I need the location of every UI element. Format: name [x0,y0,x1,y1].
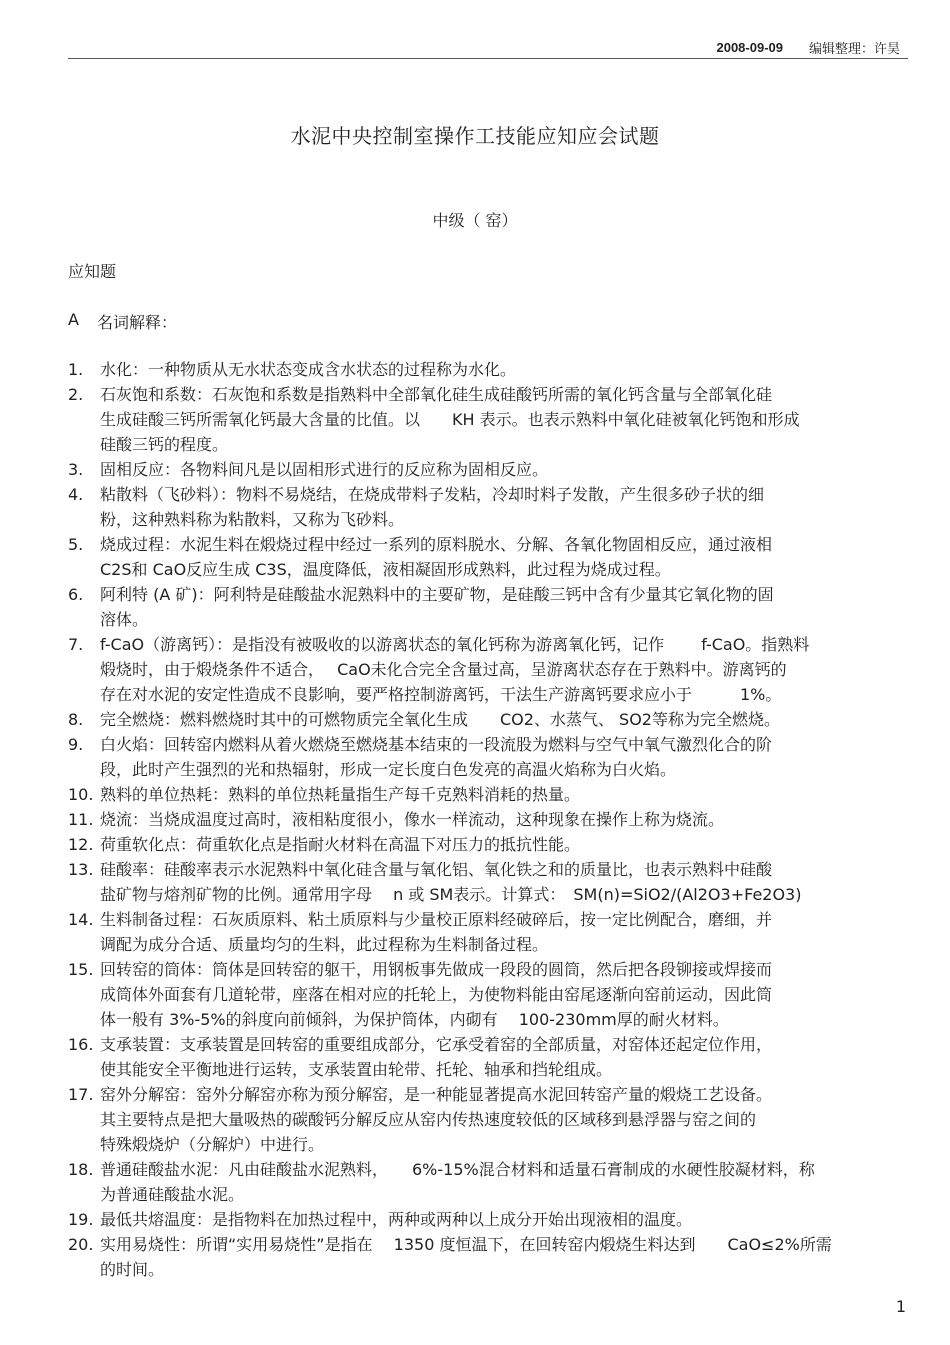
group-label: 名词解释： [96,313,177,332]
list-item [68,532,913,582]
list-item [68,732,913,782]
list-item-number: 3. [68,460,84,479]
page-number: 1 [895,1297,906,1316]
list-item [68,457,913,482]
section-heading: 应知题 [68,262,117,281]
list-item-number: 10. [68,785,94,804]
list-item [68,782,913,807]
page-header [716,36,900,58]
list-item-number: 15. [68,960,94,979]
group-letter: A [68,310,79,329]
list-item-text: 荷重软化点：荷重软化点是指耐火材料在高温下对压力的抵抗性能。 [100,835,581,854]
list-item-text: 最低共熔温度：是指物料在加热过程中，两种或两种以上成分开始出现液相的温度。 [100,1210,693,1229]
list-item-text: 实用易烧性：所谓“实用易烧性”是指在 1350 度恒温下，在回转窑内煅烧生料达到 CaO≤2%所需 的时间。 [100,1235,832,1279]
list-item [68,957,913,1032]
list-item-text: 水化：一种物质从无水状态变成含水状态的过程称为水化。 [100,360,517,379]
list-item [68,907,913,957]
list-item [68,707,913,732]
list-item-text: 回转窑的筒体：筒体是回转窑的躯干，用钢板事先做成一段段的圆筒，然后把各段铆接或焊接而 成筒体外面套有几道轮带，座落在相对应的托轮上，为使物料能由窑尾逐渐向窑前运动，因此筒 体一般有 3%-5%的斜度向前倾斜，为保护筒体，内砌有 100-230mm厚的耐火材料。 [100,960,773,1029]
header-editor: 编辑整理：许昊 [808,41,900,57]
list-item-number: 5. [68,535,84,554]
list-item-text: 支承装置：支承装置是回转窑的重要组成部分，它承受着窑的全部质量，对窑体还起定位作用， 使其能安全平衡地进行运转，支承装置由轮带、托轮、轴承和挡轮组成。 [100,1035,773,1079]
list-item-number: 19. [68,1210,94,1229]
header-date: 2008-09-09 [716,39,783,55]
list-item [68,482,913,532]
list-item [68,357,913,382]
list-item-text: 石灰饱和系数：石灰饱和系数是指熟料中全部氧化硅生成硅酸钙所需的氧化钙含量与全部氧化硅 生成硅酸三钙所需氧化钙最大含量的比值。以 KH 表示。也表示熟料中氧化硅被氧化钙饱和形成 硅酸三钙的程度。 [100,385,800,454]
list-item [68,857,913,907]
list-item [68,632,913,707]
list-item-number: 1. [68,360,84,379]
list-item-text: 烧流：当烧成温度过高时，液相粘度很小，像水一样流动，这种现象在操作上称为烧流。 [100,810,725,829]
list-item-text: 硅酸率：硅酸率表示水泥熟料中氧化硅含量与氧化铝、氧化铁之和的质量比，也表示熟料中硅酸 盐矿物与熔剂矿物的比例。通常用字母 n 或 SM表示。计算式： SM(n)=SiO2/(Al2O3+Fe2O3) [100,860,802,904]
list-item-number: 4. [68,485,84,504]
list-item [68,382,913,457]
document-title: 水泥中央控制室操作工技能应知应会试题 [290,124,660,148]
list-item-text: 阿利特 (A 矿)：阿利特是硅酸盐水泥熟料中的主要矿物，是硅酸三钙中含有少量其它氧化物的固 溶体。 [100,585,774,629]
list-item-text: f-CaO（游离钙）：是指没有被吸收的以游离状态的氧化钙称为游离氧化钙，记作 f-CaO。指熟料 煅烧时，由于煅烧条件不适合， CaO未化合完全含量过高，呈游离状态存在于熟料中。游离钙的 存在对水泥的安定性造成不良影响，要严格控制游离钙，干法生产游离钙要求应小于 1%。 [100,635,810,704]
list-item-text: 生料制备过程：石灰质原料、粘土质原料与少量校正原料经破碎后，按一定比例配合，磨细，并 调配为成分合适、质量均匀的生料，此过程称为生料制备过程。 [100,910,773,954]
list-item-text: 固相反应：各物料间凡是以固相形式进行的反应称为固相反应。 [100,460,549,479]
list-item [68,832,913,857]
list-item [68,1207,913,1232]
list-item-number: 20. [68,1235,94,1254]
term-list [68,357,913,1282]
document-subtitle: 中级（ 窑） [432,211,518,230]
list-item-text: 烧成过程：水泥生料在煅烧过程中经过一系列的原料脱水、分解、各氧化物固相反应，通过液相 C2S和 CaO反应生成 C3S，温度降低，液相凝固形成熟料，此过程为烧成过程。 [100,535,773,579]
group-heading [68,310,177,333]
list-item-text: 普通硅酸盐水泥：凡由硅酸盐水泥熟料， 6%-15%混合材料和适量石膏制成的水硬性胶凝材料，称 为普通硅酸盐水泥。 [100,1160,815,1204]
list-item-number: 12. [68,835,94,854]
list-item-number: 9. [68,735,84,754]
list-item-number: 11. [68,810,94,829]
list-item [68,1157,913,1207]
list-item-text: 白火焰：回转窑内燃料从着火燃烧至燃烧基本结束的一段流股为燃料与空气中氧气激烈化合的阶 段，此时产生强烈的光和热辐射，形成一定长度白色发亮的高温火焰称为白火焰。 [100,735,773,779]
list-item-number: 2. [68,385,84,404]
list-item-text: 熟料的单位热耗：熟料的单位热耗量指生产每千克熟料消耗的热量。 [100,785,581,804]
list-item-number: 14. [68,910,94,929]
list-item [68,582,913,632]
list-item [68,1032,913,1082]
list-item-number: 16. [68,1035,94,1054]
list-item-number: 7. [68,635,84,654]
list-item [68,1232,913,1282]
list-item-text: 完全燃烧：燃料燃烧时其中的可燃物质完全氧化生成 CO2、水蒸气、 SO2等称为完全燃烧。 [100,710,780,729]
list-item-number: 17. [68,1085,94,1104]
list-item-number: 13. [68,860,94,879]
list-item [68,807,913,832]
list-item [68,1082,913,1157]
list-item-text: 窑外分解窑：窑外分解窑亦称为预分解窑，是一种能显著提高水泥回转窑产量的煅烧工艺设备。 其主要特点是把大量吸热的碳酸钙分解反应从窑内传热速度较低的区域移到悬浮器与窑之间的 特殊煅烧炉（分解炉）中进行。 [100,1085,773,1154]
list-item-text: 粘散料（飞砂料）：物料不易烧结，在烧成带料子发粘，冷却时料子发散，产生很多砂子状的细 粉，这种熟料称为粘散料，又称为飞砂料。 [100,485,765,529]
header-rule [68,58,908,59]
list-item-number: 6. [68,585,84,604]
list-item-number: 18. [68,1160,94,1179]
list-item-number: 8. [68,710,84,729]
